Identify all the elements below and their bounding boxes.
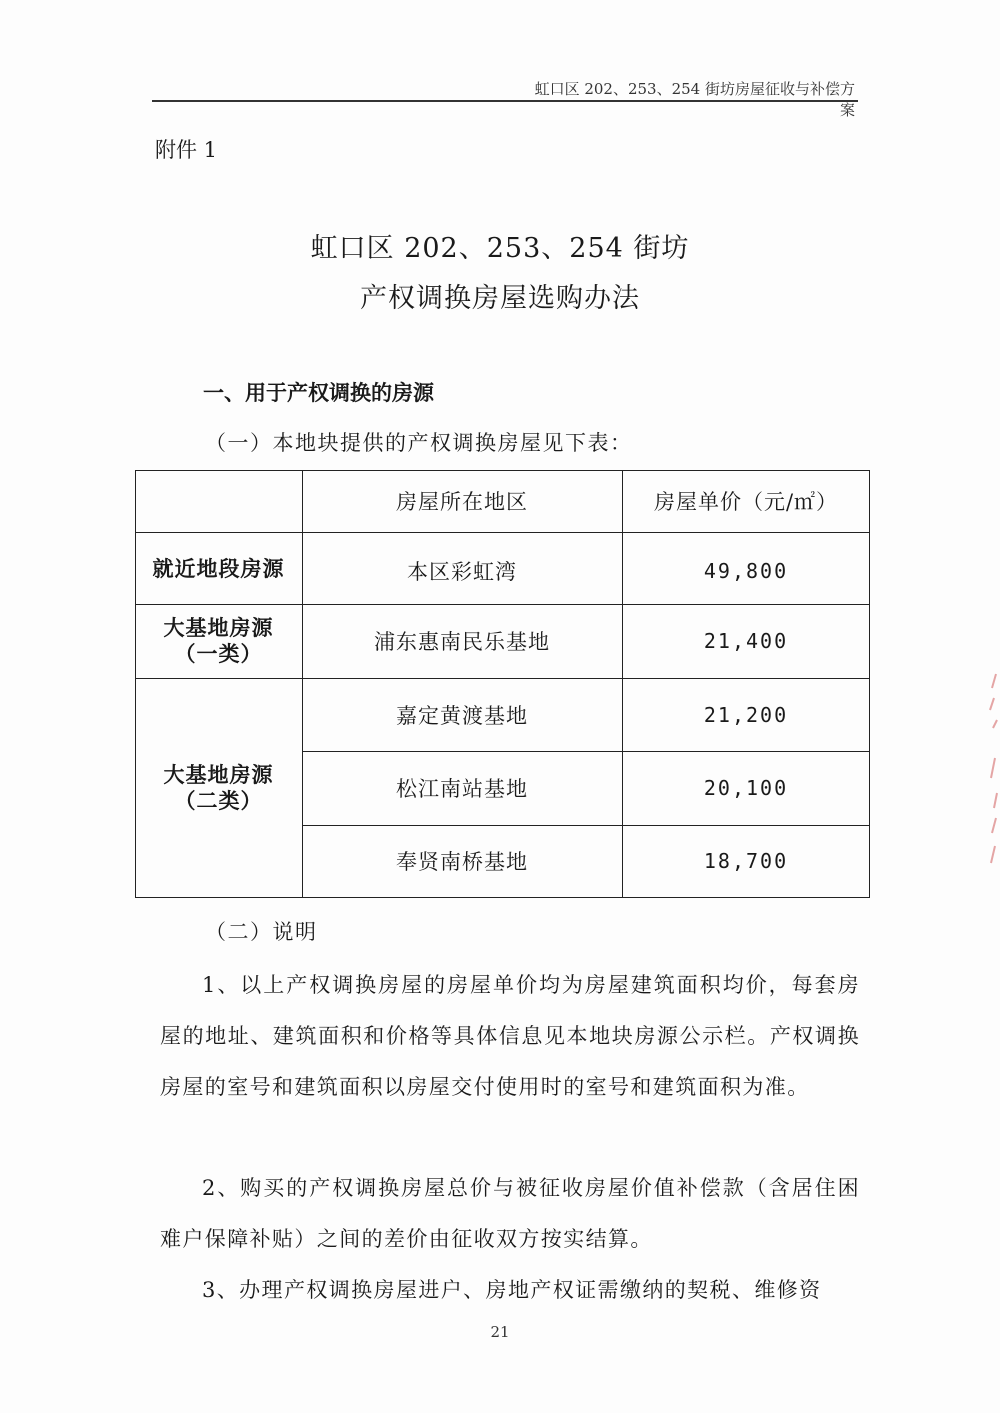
category-class: （一类）	[174, 641, 263, 666]
doc-title-line2: 产权调换房屋选购办法	[360, 283, 640, 314]
doc-title-line1: 虹口区 202、253、254 街坊	[310, 233, 690, 264]
location-cell: 浦东惠南民乐基地	[374, 630, 550, 654]
price-cell: 49,800	[703, 559, 789, 583]
header-price: 房屋单价（元/㎡）	[653, 490, 839, 514]
price-cell: 18,700	[703, 849, 789, 873]
paragraph-3: 3、办理产权调换房屋进户、房地产权证需缴纳的契税、维修资	[202, 1278, 822, 1302]
category-name: 大基地房源	[163, 761, 274, 787]
category-name: 大基地房源	[163, 615, 274, 640]
location-cell: 松江南站基地	[396, 777, 528, 801]
paragraph-1: 1、以上产权调换房屋的房屋单价均为房屋建筑面积均价，每套房屋的地址、建筑面积和价格等具体信息见本地块房源公示栏。产权调换房屋的室号和建筑面积以房屋交付使用时的室号和建筑面积为准。	[160, 973, 860, 1099]
category-nearby: 就近地段房源	[152, 556, 285, 581]
category-base-class2	[135, 678, 302, 897]
category-class: （二类）	[174, 787, 263, 813]
housing-table	[135, 470, 870, 898]
seal-edge-mark	[982, 668, 998, 868]
location-cell: 奉贤南桥基地	[396, 850, 528, 874]
table-border-bottom	[135, 897, 870, 898]
price-cell: 21,200	[703, 702, 789, 727]
price-cell: 20,100	[703, 776, 789, 800]
subsection-heading-2: （二）说明	[205, 920, 318, 944]
category-base-class1	[135, 604, 302, 678]
header-rule	[152, 100, 858, 102]
location-cell: 嘉定黄渡基地	[396, 703, 528, 728]
subsection-heading-1: （一）本地块提供的产权调换房屋见下表：	[205, 431, 633, 455]
running-header: 虹口区 202、253、254 街坊房屋征收与补偿方案	[534, 80, 855, 119]
price-cell: 21,400	[703, 629, 789, 653]
header-location: 房屋所在地区	[396, 490, 528, 514]
section-heading: 一、用于产权调换的房源	[203, 380, 434, 405]
page-number: 21	[490, 1323, 510, 1341]
location-cell: 本区彩虹湾	[407, 560, 517, 584]
paragraph-2: 2、购买的产权调换房屋总价与被征收房屋价值补偿款（含居住困难户保障补贴）之间的差价由征收双方按实结算。	[160, 1176, 860, 1251]
attachment-label: 附件 1	[155, 138, 218, 162]
